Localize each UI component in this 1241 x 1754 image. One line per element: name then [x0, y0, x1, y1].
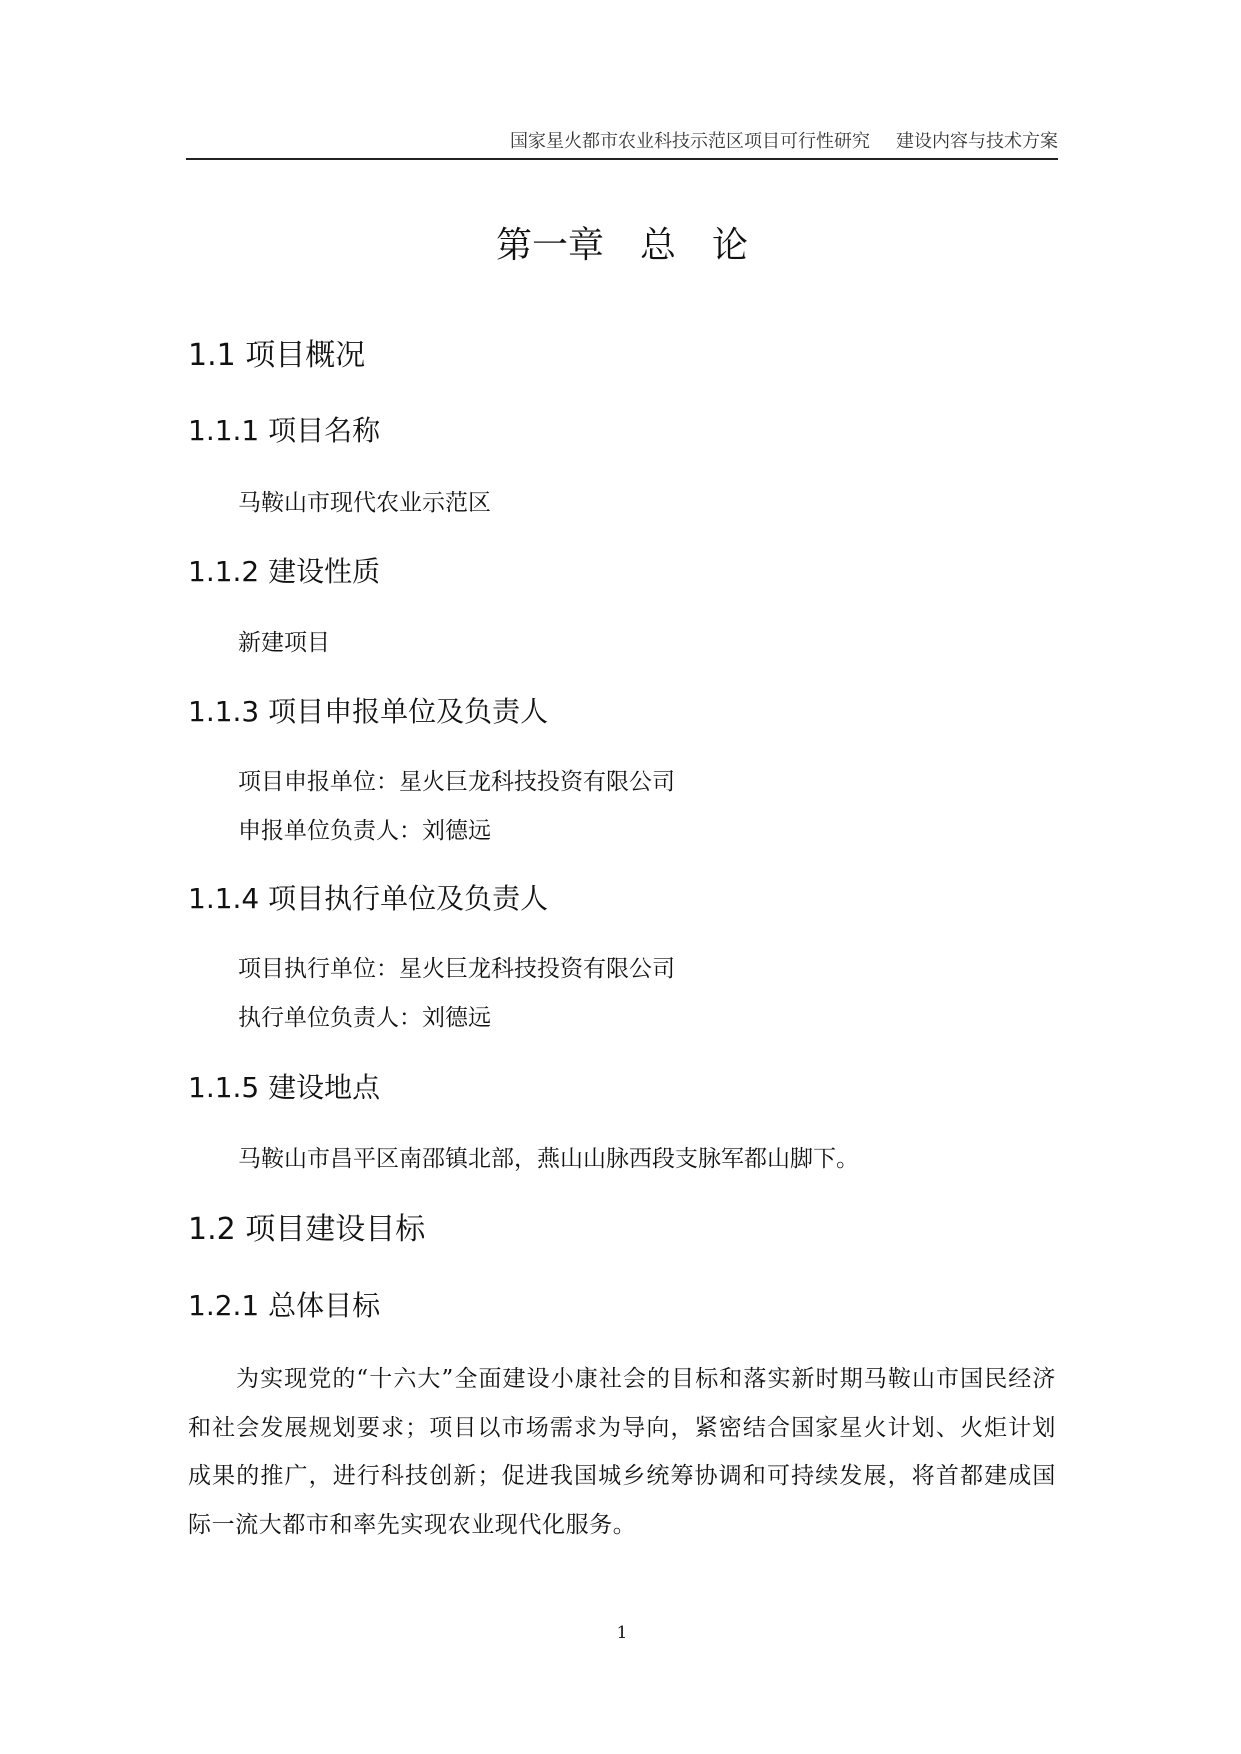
section-heading-1-1-4: 1.1.4 项目执行单位及负责人 [188, 882, 549, 915]
header-document-title: 国家星火都市农业科技示范区项目可行性研究 [510, 131, 870, 152]
section-heading-1-2: 1.2 项目建设目标 [188, 1212, 426, 1247]
page-number: 1 [616, 1623, 628, 1643]
construction-site-text: 马鞍山市昌平区南邵镇北部，燕山山脉西段支脉军都山脚下。 [238, 1146, 859, 1172]
applicant-unit-text: 项目申报单位：星火巨龙科技投资有限公司 [238, 769, 675, 795]
chapter-title: 第一章 总 论 [495, 225, 748, 266]
executing-leader-text: 执行单位负责人：刘德远 [238, 1005, 491, 1031]
section-heading-1-1-3: 1.1.3 项目申报单位及负责人 [188, 695, 549, 728]
section-heading-1-1-5: 1.1.5 建设地点 [188, 1071, 381, 1104]
running-header [186, 130, 1058, 160]
header-section-title: 建设内容与技术方案 [896, 131, 1058, 152]
construction-nature-text: 新建项目 [238, 630, 330, 656]
section-heading-1-1-1: 1.1.1 项目名称 [188, 414, 381, 447]
section-heading-1-1-2: 1.1.2 建设性质 [188, 555, 381, 588]
overall-goal-paragraph: 为实现党的“十六大”全面建设小康社会的目标和落实新时期马鞍山市国民经济和社会发展规划要求；项目以市场需求为导向，紧密结合国家星火计划、火炬计划成果的推广，进行科技创新；促进我国城乡统筹协调和可持续发展，将首都建成国际一流大都市和率先实现农业现代化服务。 [188, 1366, 1056, 1538]
applicant-leader-text: 申报单位负责人：刘德远 [238, 818, 491, 844]
section-heading-1-1: 1.1 项目概况 [188, 338, 366, 373]
section-heading-1-2-1: 1.2.1 总体目标 [188, 1289, 381, 1322]
project-name-text: 马鞍山市现代农业示范区 [238, 490, 491, 516]
executing-unit-text: 项目执行单位：星火巨龙科技投资有限公司 [238, 956, 675, 982]
